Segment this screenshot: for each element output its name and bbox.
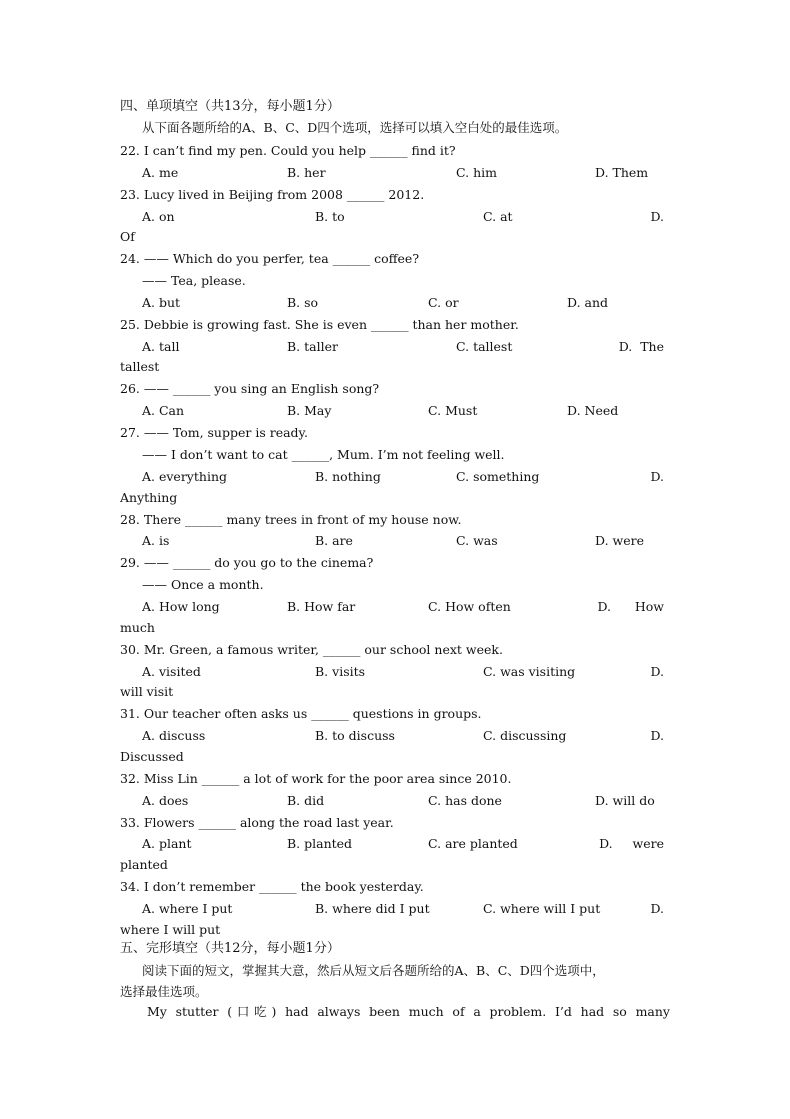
option-a: A. does: [142, 793, 189, 808]
option-b: B. How far: [287, 599, 356, 614]
option-c: C. discussing: [483, 728, 567, 743]
option-b: B. her: [287, 165, 326, 180]
question-23-stem: 23. Lucy lived in Beijing from 2008 ______ 2012.: [120, 187, 425, 202]
question-29-reply: —— Once a month.: [142, 577, 264, 592]
option-c: C. or: [428, 295, 459, 310]
option-b: B. planted: [287, 836, 353, 851]
passage-first-line: My stutter (口吃) had always been much of a problem. I’d had so many: [147, 1004, 670, 1019]
option-a: A. everything: [142, 469, 227, 484]
question-29-stem: 29. —— ______ do you go to the cinema?: [120, 555, 374, 570]
option-d: D.: [650, 728, 664, 743]
option-a: A. discuss: [142, 728, 206, 743]
question-23-option-d-wrap: Of: [120, 229, 135, 244]
question-31-option-d-wrap: Discussed: [120, 749, 184, 764]
question-27-stem: 27. —— Tom, supper is ready.: [120, 425, 308, 440]
question-30-stem: 30. Mr. Green, a famous writer, ______ our school next week.: [120, 642, 503, 657]
option-d: D.: [650, 901, 664, 916]
option-d: D.: [650, 209, 664, 224]
section-4-heading: 四、单项填空（共13分，每小题1分）: [120, 99, 340, 114]
option-c: C. has done: [428, 793, 502, 808]
option-d: D. Them: [595, 165, 649, 180]
option-c: C. Must: [428, 403, 478, 418]
question-27-option-d-wrap: Anything: [120, 490, 178, 505]
question-28-stem: 28. There ______ many trees in front of my house now.: [120, 512, 462, 527]
question-29-option-d-wrap: much: [120, 620, 155, 635]
option-a: A. me: [142, 165, 179, 180]
option-a: A. plant: [142, 836, 192, 851]
option-d: D. How: [597, 599, 664, 614]
option-d: D. were: [595, 533, 644, 548]
question-30-option-d-wrap: will visit: [120, 684, 174, 699]
option-a: A. visited: [142, 664, 201, 679]
option-a: A. but: [142, 295, 181, 310]
section-5-instruction: 阅读下面的短文，掌握其大意，然后从短文后各题所给的A、B、C、D四个选项中，: [142, 963, 605, 978]
option-c: C. tallest: [456, 339, 513, 354]
option-d: D.: [650, 664, 664, 679]
option-a: A. Can: [142, 403, 185, 418]
question-34-option-d-wrap: where I will put: [120, 922, 221, 937]
option-c: C. at: [483, 209, 513, 224]
option-b: B. visits: [315, 664, 366, 679]
option-b: B. so: [287, 295, 319, 310]
question-31-stem: 31. Our teacher often asks us ______ questions in groups.: [120, 706, 482, 721]
question-25-option-d-wrap: tallest: [120, 359, 160, 374]
option-c: C. are planted: [428, 836, 518, 851]
option-c: C. was: [456, 533, 498, 548]
option-d: D. Need: [567, 403, 619, 418]
option-c: C. where will I put: [483, 901, 601, 916]
question-27-reply: —— I don’t want to cat ______, Mum. I’m not feeling well.: [142, 447, 505, 462]
section-5-instruction-cont: 选择最佳选项。: [120, 984, 208, 999]
option-a: A. on: [142, 209, 175, 224]
section-4-instruction: 从下面各题所给的A、B、C、D四个选项，选择可以填入空白处的最佳选项。: [142, 120, 568, 135]
option-b: B. where did I put: [315, 901, 430, 916]
question-34-stem: 34. I don’t remember ______ the book yesterday.: [120, 879, 424, 894]
option-c: C. How often: [428, 599, 511, 614]
option-b: B. nothing: [315, 469, 381, 484]
question-22-stem: 22. I can’t find my pen. Could you help ______ find it?: [120, 143, 456, 158]
option-d: D.: [650, 469, 664, 484]
question-33-option-d-wrap: planted: [120, 857, 168, 872]
option-b: B. to: [315, 209, 345, 224]
option-c: C. something: [456, 469, 540, 484]
option-b: B. taller: [287, 339, 338, 354]
question-32-stem: 32. Miss Lin ______ a lot of work for the poor area since 2010.: [120, 771, 512, 786]
option-d: D. will do: [595, 793, 655, 808]
option-c: C. him: [456, 165, 497, 180]
option-a: A. is: [142, 533, 170, 548]
question-33-stem: 33. Flowers ______ along the road last year.: [120, 815, 394, 830]
question-25-stem: 25. Debbie is growing fast. She is even ______ than her mother.: [120, 317, 519, 332]
question-24-reply: —— Tea, please.: [142, 273, 246, 288]
option-c: C. was visiting: [483, 664, 576, 679]
question-26-stem: 26. —— ______ you sing an English song?: [120, 381, 380, 396]
option-a: A. How long: [142, 599, 220, 614]
question-24-stem: 24. —— Which do you perfer, tea ______ coffee?: [120, 251, 420, 266]
option-b: B. to discuss: [315, 728, 395, 743]
option-a: A. where I put: [142, 901, 233, 916]
option-d: D. were: [599, 836, 664, 851]
section-5-heading: 五、完形填空（共12分，每小题1分）: [120, 941, 340, 956]
option-d: D. and: [567, 295, 609, 310]
option-a: A. tall: [142, 339, 180, 354]
option-b: B. did: [287, 793, 325, 808]
option-d: D. The: [618, 339, 664, 354]
option-b: B. May: [287, 403, 332, 418]
option-b: B. are: [315, 533, 353, 548]
